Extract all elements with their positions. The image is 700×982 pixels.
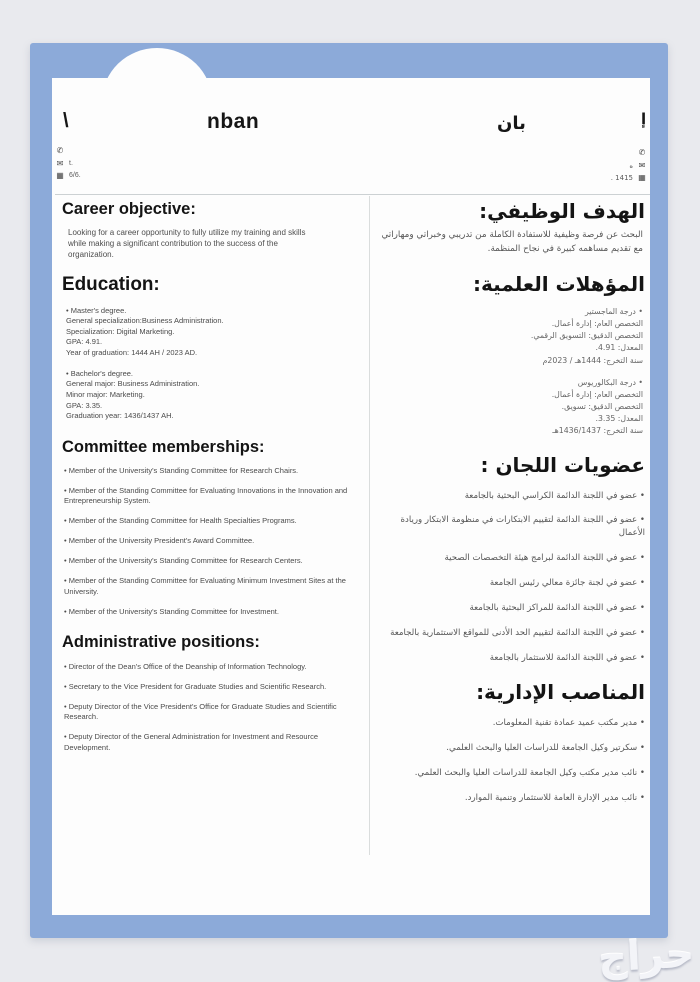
committee-item: • عضو في اللجنة الدائمة لتقييم الابتكارات في منظومة الابتكار وريادة الأعمال bbox=[400, 515, 645, 538]
candidate-name-en: nban bbox=[207, 110, 260, 133]
contact-row-email bbox=[55, 158, 81, 171]
section-committee-memberships-ar bbox=[378, 453, 645, 664]
contact-block-en bbox=[55, 145, 81, 183]
degree-line: سنة التخرج: 1444هـ / 2023م bbox=[542, 355, 643, 365]
contact-row-phone bbox=[55, 145, 81, 158]
calendar-icon: ▦ bbox=[56, 171, 64, 180]
email-value: t. bbox=[69, 159, 73, 167]
degree-line: التخصص العام: إدارة أعمال. bbox=[551, 389, 643, 399]
email-value: ه bbox=[629, 161, 633, 170]
email-icon: ✉ bbox=[56, 158, 64, 168]
section-career-objective-en bbox=[62, 199, 362, 260]
committee-item: • Member of the Standing Committee for Evaluating Innovations in the Innovation and Entrepreneurship System. bbox=[64, 485, 348, 506]
committee-memberships-title-en: Committee memberships: bbox=[62, 436, 265, 456]
contact-row-phone bbox=[611, 147, 647, 160]
section-career-objective-ar bbox=[378, 199, 645, 256]
degree-line: • Master's degree. bbox=[66, 305, 127, 315]
committee-item: • عضو في اللجنة الدائمة لبرامج هيئة التخصصات الصحية bbox=[444, 552, 645, 563]
admin-item: • نائب مدير الإدارة العامة للاستثمار وتنمية الموارد. bbox=[464, 792, 645, 803]
administrative-positions-title-en: Administrative positions: bbox=[62, 632, 260, 652]
section-education-ar bbox=[378, 272, 645, 437]
admin-item: • Deputy Director of the Vice President's Office for Graduate Studies and Scientific Research. bbox=[64, 701, 337, 722]
committee-list-ar bbox=[378, 490, 645, 665]
committee-item: • Member of the University's Standing Committee for Investment. bbox=[64, 606, 279, 616]
committee-item: • عضو في اللجنة الدائمة الكراسي البحثية بالجامعة bbox=[464, 490, 645, 501]
masters-degree-block-ar bbox=[378, 306, 643, 366]
admin-item: • نائب مدير مكتب وكيل الجامعة للدراسات العليا والبحث العلمي. bbox=[414, 767, 645, 778]
date-value: 6/6. bbox=[69, 172, 81, 179]
degree-line: • Bachelor's degree. bbox=[66, 368, 134, 378]
candidate-name-stub-ar: إ bbox=[641, 110, 647, 128]
degree-line: Graduation year: 1436/1437 AH. bbox=[66, 411, 174, 421]
admin-item: • Secretary to the Vice President for Graduate Studies and Scientific Research. bbox=[64, 681, 327, 691]
header-divider bbox=[55, 194, 650, 195]
contact-row-date bbox=[55, 170, 81, 183]
contact-block-ar bbox=[611, 147, 647, 185]
degree-line: GPA: 4.91. bbox=[66, 337, 103, 347]
section-administrative-positions-ar bbox=[378, 680, 645, 804]
committee-item: • Member of the University's Standing Committee for Research Centers. bbox=[64, 556, 303, 566]
phone-icon: ✆ bbox=[56, 146, 64, 155]
committee-item: • عضو في اللجنة الدائمة للاستثمار بالجامعة bbox=[489, 652, 645, 663]
admin-item: • سكرتير وكيل الجامعة للدراسات العليا والبحث العلمي. bbox=[446, 742, 645, 753]
committee-item: • Member of the Standing Committee for Evaluating Minimum Investment Sites at the University. bbox=[64, 576, 346, 596]
committee-item: • Member of the University's Standing Committee for Research Chairs. bbox=[64, 465, 299, 475]
column-divider bbox=[369, 196, 370, 855]
admin-list-ar bbox=[378, 717, 645, 804]
degree-line: Specialization: Digital Marketing. bbox=[66, 326, 175, 336]
committee-item: • عضو في اللجنة الدائمة للمراكز البحثية بالجامعة bbox=[469, 602, 645, 613]
degree-line: التخصص العام: إدارة أعمال. bbox=[551, 319, 643, 329]
candidate-name-stub-en: \ bbox=[63, 110, 69, 132]
committee-item: • Member of the Standing Committee for Health Specialties Programs. bbox=[64, 516, 297, 526]
administrative-positions-title-ar: المناصب الإدارية: bbox=[476, 680, 645, 705]
committee-item: • Member of the University President's Award Committee. bbox=[64, 536, 255, 546]
email-icon: ✉ bbox=[638, 160, 646, 170]
haraj-watermark: حراج bbox=[596, 930, 696, 982]
bachelors-degree-block-en bbox=[66, 369, 362, 422]
career-objective-title-ar: الهدف الوظيفي: bbox=[479, 199, 645, 223]
degree-line: سنة التخرج: 1436/1437هـ bbox=[552, 425, 643, 435]
degree-line: المعدل: 3.35. bbox=[595, 413, 643, 423]
column-arabic bbox=[378, 199, 645, 804]
section-committee-memberships-en bbox=[62, 437, 362, 618]
bachelors-degree-block-ar bbox=[378, 377, 643, 437]
degree-line: التخصص الدقيق: تسويق. bbox=[561, 401, 643, 411]
education-title-ar: المؤهلات العلمية: bbox=[473, 272, 645, 297]
degree-line: • درجة البكالوريوس bbox=[577, 377, 643, 387]
career-objective-title-en: Career objective: bbox=[62, 199, 196, 218]
date-value: 1415 . bbox=[610, 174, 633, 182]
degree-line: Year of graduation: 1444 AH / 2023 AD. bbox=[66, 348, 198, 358]
degree-line: • درجة الماجستير bbox=[584, 307, 643, 317]
committee-memberships-title-ar: عضويات اللجان : bbox=[480, 453, 645, 478]
masters-degree-block-en bbox=[66, 306, 362, 359]
contact-row-date bbox=[611, 172, 647, 185]
degree-line: Minor major: Marketing. bbox=[66, 390, 145, 400]
degree-line: GPA: 3.35. bbox=[66, 400, 103, 410]
degree-line: المعدل: 4.91. bbox=[595, 343, 643, 353]
committee-item: • عضو في لجنة جائزة معالي رئيس الجامعة bbox=[489, 577, 645, 588]
admin-item: • Director of the Dean's Office of the Deanship of Information Technology. bbox=[64, 661, 307, 671]
contact-row-email bbox=[611, 160, 647, 173]
phone-icon: ✆ bbox=[638, 148, 646, 157]
admin-item: • مدير مكتب عميد عمادة تقنية المعلومات. bbox=[492, 717, 645, 728]
career-objective-body-ar: البحث عن فرصة وظيفية للاستفادة الكاملة من تدريبي وخبراتي ومهاراتي مع تقديم مساهمه كبيرة في نجاح المنظمة. bbox=[381, 230, 643, 254]
career-objective-body-en: Looking for a career opportunity to fully utilize my training and skills while making a significant contribution to the success of the organization. bbox=[68, 227, 306, 259]
degree-line: General specialization:Business Administration. bbox=[66, 316, 224, 326]
admin-item: • Deputy Director of the General Administration for Investment and Resource Development. bbox=[64, 732, 318, 752]
degree-line: General major: Business Administration. bbox=[66, 379, 200, 389]
degree-line: التخصص الدقيق: التسويق الرقمي. bbox=[530, 331, 643, 341]
admin-list-en bbox=[64, 662, 362, 754]
education-title-en: Education: bbox=[62, 273, 160, 296]
candidate-name-ar: بان bbox=[497, 113, 526, 134]
committee-item: • عضو في اللجنة الدائمة لتقييم الحد الأدنى للمواقع الاستثمارية بالجامعة bbox=[390, 627, 645, 638]
committee-list-en bbox=[64, 466, 362, 618]
section-administrative-positions-en bbox=[62, 632, 362, 753]
section-education-en bbox=[62, 273, 362, 422]
calendar-icon: ▦ bbox=[638, 173, 646, 182]
column-english bbox=[62, 199, 362, 753]
